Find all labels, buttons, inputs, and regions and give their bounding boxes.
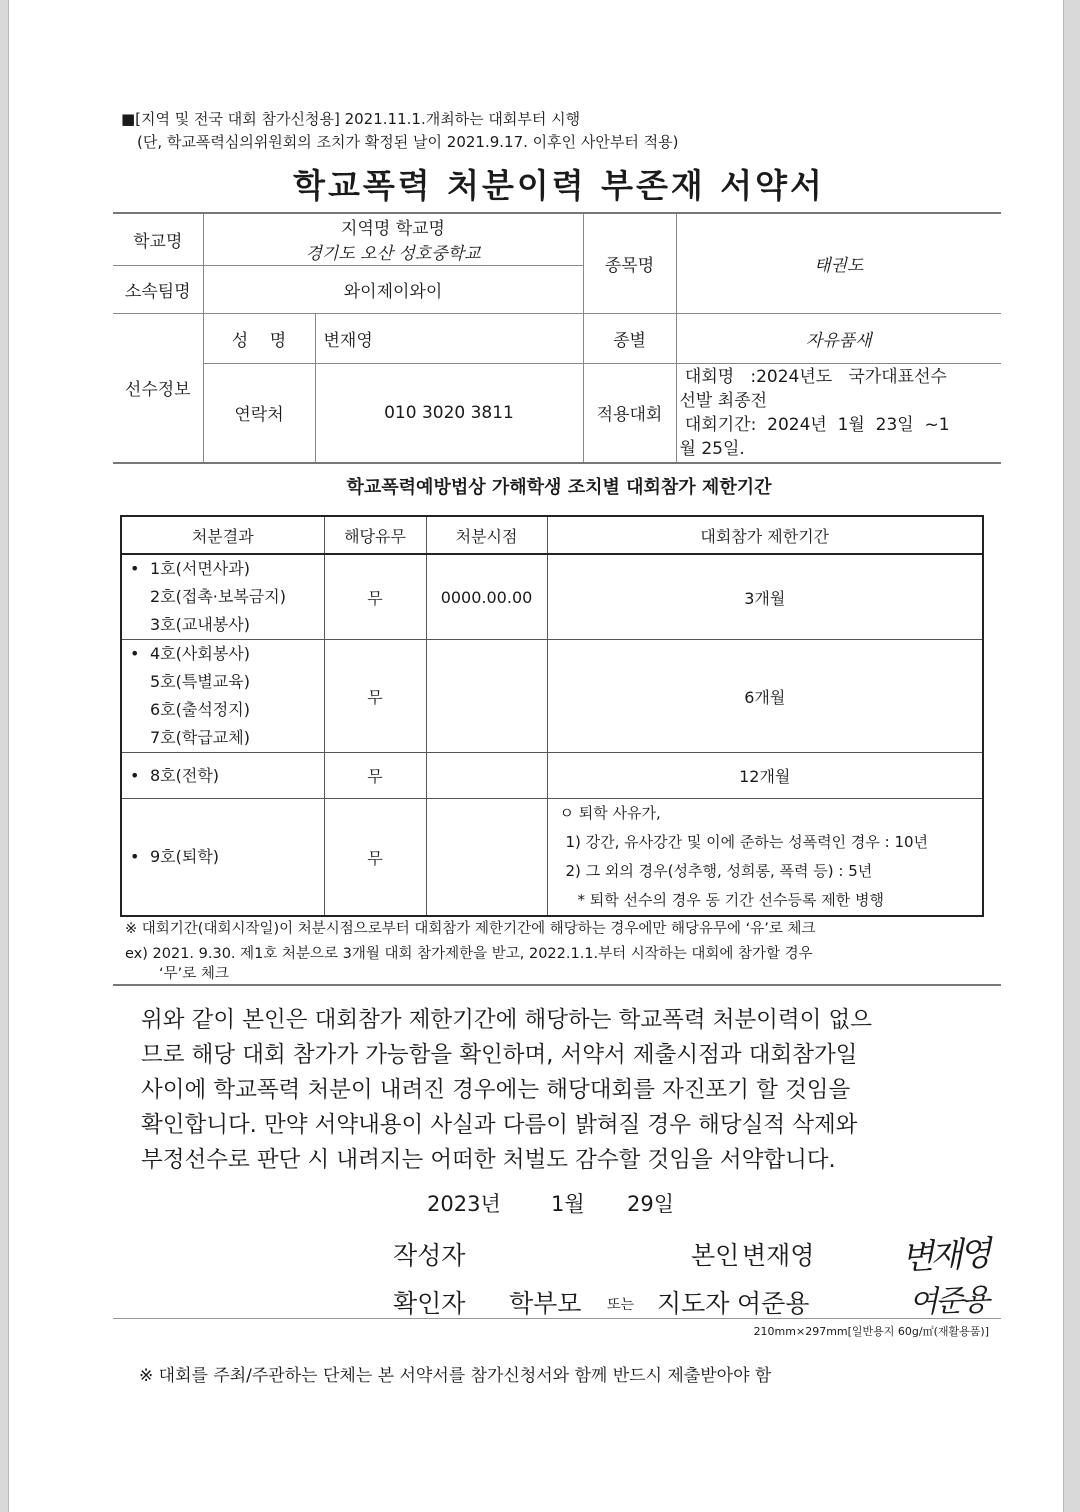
competition-label: 적용대회 [583,363,676,463]
writer-role: 본인 [691,1241,740,1270]
divider [113,1318,1001,1319]
date-cell [426,753,547,799]
date-day: 29일 [627,1192,675,1216]
name-label: 성 명 [203,313,315,363]
notice-line-2: (단, 학교폭력심의위원회의 조치가 확정된 날이 2021.9.17. 이후인 사안부터 적용) [137,133,679,151]
contact-value: 010 3020 3811 [315,363,583,463]
measure-item: • 8호(전학) [130,762,324,790]
confirmer-role: 학부모 [509,1289,582,1318]
school-label: 학교명 [113,213,203,265]
competition-line: 대회기간: 2024년 1월 23일 ~1 [679,414,950,435]
name-value: 변재영 [315,313,583,363]
writer-name: 변재영 [742,1241,815,1270]
reason-line: 1) 강간, 유사강간 및 이에 준하는 성폭력인 경우 : 10년 [565,833,929,851]
applicable-cell: 무 [324,799,426,917]
final-note: ※ 대회를 주최/주관하는 단체는 본 서약서를 참가신청서와 함께 반드시 제출받아야 함 [139,1366,772,1386]
bullet-icon: • [130,559,140,578]
event-value: 태권도 [676,213,1001,313]
applicable-cell: 무 [324,554,426,640]
table-row [121,799,983,917]
date-cell [426,799,547,917]
applicant-info-table [113,212,1001,464]
measures-cell [121,640,324,753]
confirmer-signature: 여준용 [908,1282,988,1321]
applicable-cell: 무 [324,640,426,753]
measure-item: 2호(접촉·보복금지) [150,587,286,606]
competition-value [676,363,1001,463]
confirmer-or: 또는 [607,1297,635,1313]
date-year: 2023년 [427,1192,501,1216]
reason-line: 2) 그 외의 경우(성추행, 성희롱, 폭력 등) : 5년 [565,862,873,880]
header-applicable: 해당유무 [324,516,426,554]
measure-item: 6호(출석정지) [150,700,250,719]
measures-cell [121,554,324,640]
writer-signature: 변재영 [900,1233,989,1279]
school-value: 경기도 오산 성호중학교 [305,244,481,265]
table-row [121,753,983,799]
measure-item: 3호(교내봉사) [150,615,250,634]
writer-label: 작성자 [393,1241,466,1270]
bullet-icon: • [130,765,140,785]
contact-label: 연락처 [203,363,315,463]
period-cell: 12개월 [547,753,983,799]
competition-line: 월 25일. [679,438,745,459]
restriction-heading: 학교폭력예방법상 가해학생 조치별 대회참가 제한기간 [346,477,772,498]
measure-item: 5호(특별교육) [150,672,250,691]
expulsion-reason-cell [547,799,983,917]
measure-item: • 4호(사회봉사) [130,640,324,668]
document-page [8,0,1064,1512]
pledge-line: 므로 해당 대회 참가가 가능함을 확인하며, 서약서 제출시점과 대회참가일 [141,1042,858,1068]
table-row [121,640,983,753]
divider [113,984,1001,986]
pledge-text [141,1003,872,1178]
measure-item: 7호(학급교체) [150,728,250,747]
document-title: 학교폭력 처분이력 부존재 서약서 [293,166,825,205]
pledge-line: 확인합니다. 만약 서약내용이 사실과 다름이 밝혀질 경우 해당실적 삭제와 [141,1112,858,1138]
school-sub-label: 지역명 학교명 [341,219,445,240]
pledge-line: 부정선수로 판단 시 내려지는 어떠한 처벌도 감수할 것임을 서약합니다. [141,1147,836,1173]
period-cell: 3개월 [547,554,983,640]
player-info-label: 선수정보 [113,313,203,463]
team-value: 와이제이와이 [203,265,583,313]
reason-line: * 퇴학 선수의 경우 동 기간 선수등록 제한 병행 [577,891,884,909]
date-month: 1월 [551,1192,585,1216]
confirmer-role2: 지도자 [657,1289,730,1318]
team-label: 소속팀명 [113,265,203,313]
pledge-line: 위와 같이 본인은 대회참가 제한기간에 해당하는 학교폭력 처분이력이 없으 [141,1007,873,1033]
header-result: 처분결과 [121,516,324,554]
competition-line: 대회명 :2024년도 국가대표선수 [679,366,947,387]
class-label: 종별 [583,313,676,363]
confirmer-label: 확인자 [393,1289,466,1318]
paper-spec: 210mm×297mm[일반용지 60g/㎡(재활용품)] [753,1325,989,1338]
header-date: 처분시점 [426,516,547,554]
footnote-2: ex) 2021. 9.30. 제1호 처분으로 3개월 대회 참가제한을 받고, 2022.1.1.부터 시작하는 대회에 참가할 경우 [125,946,813,962]
period-cell: 6개월 [547,640,983,753]
bullet-icon: • [130,847,140,866]
table-row [121,554,983,640]
bullet-icon: • [130,644,140,663]
restriction-table [120,515,984,917]
confirmer-name: 여준용 [737,1289,810,1318]
date-cell [426,640,547,753]
measure-item: • 1호(서면사과) [130,555,324,583]
reason-line: ㅇ 퇴학 사유가, [559,804,661,822]
footnote-1: ※ 대회기간(대회시작일)이 처분시점으로부터 대회참가 제한기간에 해당하는 경우에만 해당유무에 ‘유’로 체크 [125,921,816,937]
date-cell: 0000.00.00 [426,554,547,640]
footnote-3: ‘무’로 체크 [159,966,229,982]
measure-item: • 9호(퇴학) [130,843,324,871]
measures-cell [121,753,324,799]
notice-line-1: ■[지역 및 전국 대회 참가신청용] 2021.11.1.개최하는 대회부터 시행 [121,110,581,128]
measures-cell [121,799,324,917]
event-label: 종목명 [583,213,676,313]
header-period: 대회참가 제한기간 [547,516,983,554]
applicable-cell: 무 [324,753,426,799]
school-cell [203,213,583,265]
competition-line: 선발 최종전 [679,390,768,411]
pledge-line: 사이에 학교폭력 처분이 내려진 경우에는 해당대회를 자진포기 할 것임을 [141,1077,851,1103]
class-value: 자유품새 [676,313,1001,363]
